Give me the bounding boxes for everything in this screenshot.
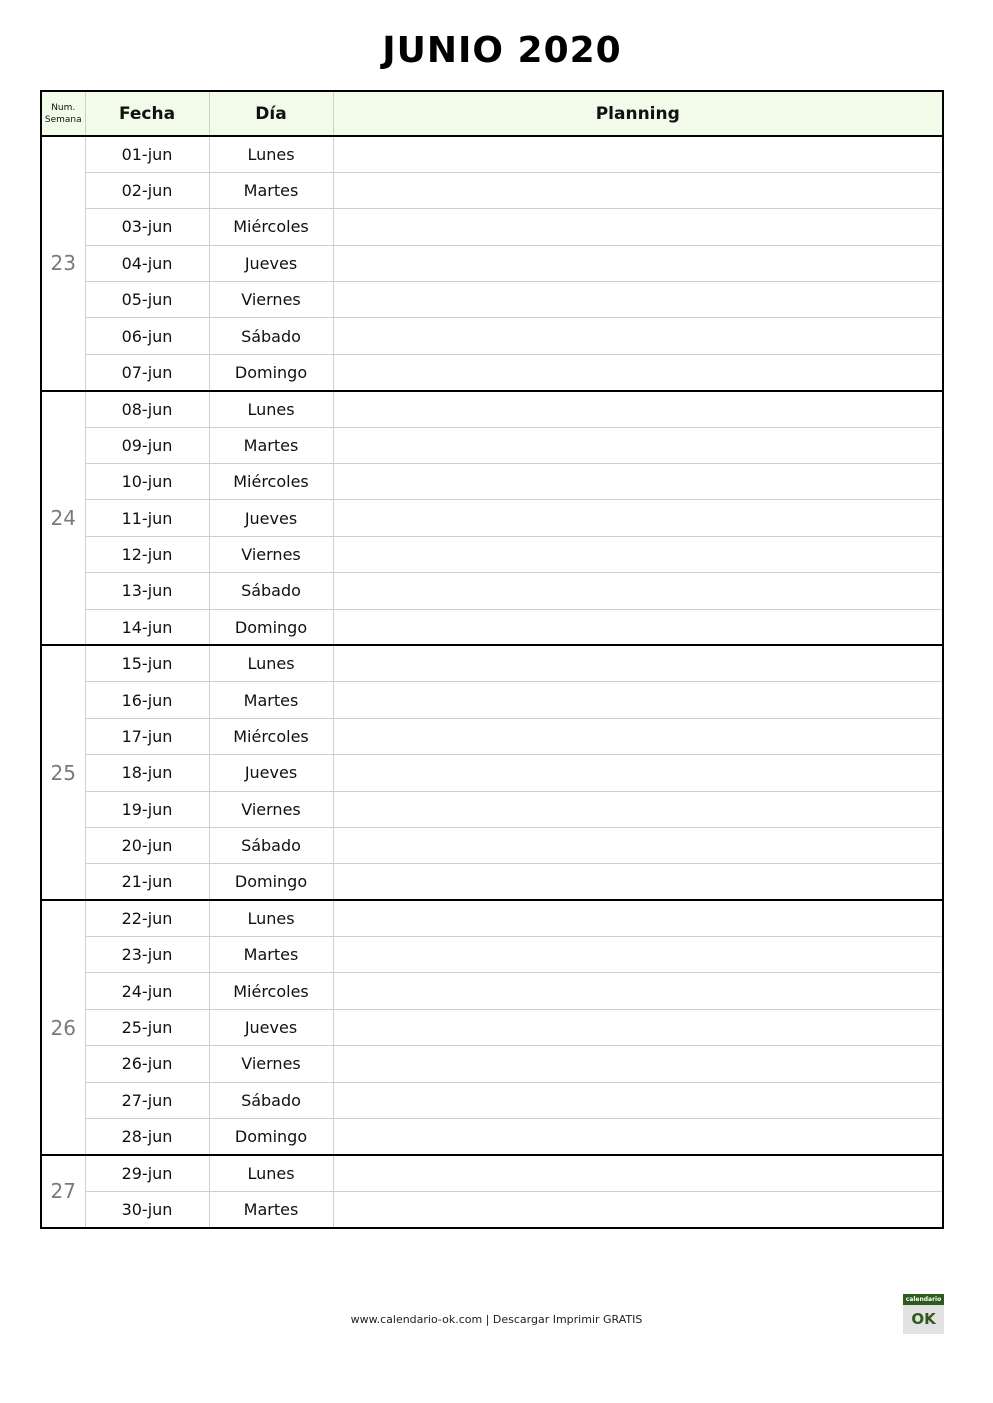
- planning-cell[interactable]: [333, 645, 943, 681]
- date-cell: 02-jun: [85, 172, 209, 208]
- day-cell: Lunes: [209, 391, 333, 427]
- date-cell: 15-jun: [85, 645, 209, 681]
- day-cell: Lunes: [209, 900, 333, 936]
- date-cell: 21-jun: [85, 864, 209, 900]
- planning-cell[interactable]: [333, 718, 943, 754]
- date-cell: 20-jun: [85, 827, 209, 863]
- planning-cell[interactable]: [333, 682, 943, 718]
- week-number: 24: [41, 391, 85, 646]
- day-row: [41, 464, 943, 500]
- day-cell: Viernes: [209, 536, 333, 572]
- day-cell: Sábado: [209, 827, 333, 863]
- date-header: Fecha: [85, 91, 209, 136]
- planning-cell[interactable]: [333, 136, 943, 172]
- planning-cell[interactable]: [333, 245, 943, 281]
- day-cell: Sábado: [209, 1082, 333, 1118]
- day-header: Día: [209, 91, 333, 136]
- day-cell: Domingo: [209, 1119, 333, 1155]
- date-cell: 07-jun: [85, 354, 209, 390]
- day-row: [41, 500, 943, 536]
- date-cell: 04-jun: [85, 245, 209, 281]
- day-cell: Lunes: [209, 1155, 333, 1191]
- date-cell: 01-jun: [85, 136, 209, 172]
- date-cell: 30-jun: [85, 1191, 209, 1227]
- planning-cell[interactable]: [333, 464, 943, 500]
- day-cell: Sábado: [209, 318, 333, 354]
- day-row: [41, 318, 943, 354]
- planning-cell[interactable]: [333, 500, 943, 536]
- planner-table: [40, 90, 944, 1229]
- day-row: [41, 937, 943, 973]
- planning-cell[interactable]: [333, 536, 943, 572]
- footer-text: www.calendario-ok.com | Descargar Imprimir GRATIS: [350, 1313, 643, 1326]
- planning-cell[interactable]: [333, 827, 943, 863]
- day-row: [41, 209, 943, 245]
- planning-cell[interactable]: [333, 1191, 943, 1227]
- planning-cell[interactable]: [333, 1082, 943, 1118]
- day-row: [41, 172, 943, 208]
- date-cell: 05-jun: [85, 282, 209, 318]
- planning-cell[interactable]: [333, 1046, 943, 1082]
- planning-cell[interactable]: [333, 318, 943, 354]
- week-number: 26: [41, 900, 85, 1155]
- planning-cell[interactable]: [333, 864, 943, 900]
- planning-cell[interactable]: [333, 209, 943, 245]
- date-cell: 14-jun: [85, 609, 209, 645]
- day-cell: Martes: [209, 172, 333, 208]
- planning-cell[interactable]: [333, 937, 943, 973]
- day-cell: Martes: [209, 682, 333, 718]
- day-row: [41, 609, 943, 645]
- planning-cell[interactable]: [333, 427, 943, 463]
- day-cell: Jueves: [209, 500, 333, 536]
- day-row: [41, 573, 943, 609]
- date-cell: 12-jun: [85, 536, 209, 572]
- day-cell: Jueves: [209, 755, 333, 791]
- planning-cell[interactable]: [333, 1155, 943, 1191]
- date-cell: 16-jun: [85, 682, 209, 718]
- day-row: [41, 245, 943, 281]
- header-row: [41, 91, 943, 136]
- planning-cell[interactable]: [333, 1009, 943, 1045]
- planning-cell[interactable]: [333, 573, 943, 609]
- day-row: [41, 791, 943, 827]
- week-number: 27: [41, 1155, 85, 1228]
- week-header-line2: Semana: [44, 114, 82, 125]
- day-row: [41, 755, 943, 791]
- planning-cell[interactable]: [333, 609, 943, 645]
- day-row: [41, 645, 943, 681]
- day-cell: Viernes: [209, 1046, 333, 1082]
- logo-top-text: calendario: [903, 1294, 944, 1305]
- week-number-header: [41, 91, 85, 136]
- date-cell: 19-jun: [85, 791, 209, 827]
- day-row: [41, 682, 943, 718]
- date-cell: 25-jun: [85, 1009, 209, 1045]
- day-cell: Martes: [209, 937, 333, 973]
- day-cell: Domingo: [209, 354, 333, 390]
- day-cell: Miércoles: [209, 718, 333, 754]
- day-row: [41, 427, 943, 463]
- day-row: [41, 864, 943, 900]
- date-cell: 27-jun: [85, 1082, 209, 1118]
- planning-cell[interactable]: [333, 900, 943, 936]
- planner-body: [41, 136, 943, 1228]
- planning-cell[interactable]: [333, 1119, 943, 1155]
- day-row: [41, 282, 943, 318]
- day-row: [41, 1009, 943, 1045]
- date-cell: 29-jun: [85, 1155, 209, 1191]
- planning-cell[interactable]: [333, 391, 943, 427]
- date-cell: 09-jun: [85, 427, 209, 463]
- date-cell: 06-jun: [85, 318, 209, 354]
- day-cell: Domingo: [209, 609, 333, 645]
- day-row: [41, 900, 943, 936]
- day-cell: Lunes: [209, 645, 333, 681]
- logo-bottom-text: OK: [903, 1305, 944, 1334]
- day-cell: Viernes: [209, 791, 333, 827]
- day-row: [41, 1119, 943, 1155]
- day-cell: Sábado: [209, 573, 333, 609]
- date-cell: 11-jun: [85, 500, 209, 536]
- day-row: [41, 973, 943, 1009]
- day-cell: Miércoles: [209, 464, 333, 500]
- date-cell: 26-jun: [85, 1046, 209, 1082]
- day-row: [41, 354, 943, 390]
- planning-cell[interactable]: [333, 791, 943, 827]
- date-cell: 03-jun: [85, 209, 209, 245]
- planning-header: Planning: [333, 91, 943, 136]
- planning-cell[interactable]: [333, 354, 943, 390]
- day-row: [41, 827, 943, 863]
- date-cell: 18-jun: [85, 755, 209, 791]
- day-cell: Martes: [209, 427, 333, 463]
- day-row: [41, 1082, 943, 1118]
- day-cell: Viernes: [209, 282, 333, 318]
- week-number: 25: [41, 645, 85, 900]
- page-title: JUNIO 2020: [382, 30, 622, 71]
- date-cell: 17-jun: [85, 718, 209, 754]
- day-row: [41, 1155, 943, 1191]
- calendario-ok-logo: [903, 1294, 944, 1334]
- planning-cell[interactable]: [333, 755, 943, 791]
- date-cell: 13-jun: [85, 573, 209, 609]
- day-cell: Jueves: [209, 245, 333, 281]
- planning-cell[interactable]: [333, 172, 943, 208]
- date-cell: 24-jun: [85, 973, 209, 1009]
- date-cell: 23-jun: [85, 937, 209, 973]
- day-row: [41, 536, 943, 572]
- day-cell: Miércoles: [209, 973, 333, 1009]
- date-cell: 10-jun: [85, 464, 209, 500]
- day-row: [41, 136, 943, 172]
- day-cell: Miércoles: [209, 209, 333, 245]
- date-cell: 08-jun: [85, 391, 209, 427]
- day-cell: Martes: [209, 1191, 333, 1227]
- day-row: [41, 391, 943, 427]
- date-cell: 22-jun: [85, 900, 209, 936]
- day-row: [41, 1046, 943, 1082]
- day-cell: Lunes: [209, 136, 333, 172]
- day-cell: Domingo: [209, 864, 333, 900]
- week-header-line1: Num.: [51, 102, 76, 113]
- planning-cell[interactable]: [333, 282, 943, 318]
- day-row: [41, 1191, 943, 1227]
- date-cell: 28-jun: [85, 1119, 209, 1155]
- planning-cell[interactable]: [333, 973, 943, 1009]
- week-number: 23: [41, 136, 85, 391]
- day-cell: Jueves: [209, 1009, 333, 1045]
- day-row: [41, 718, 943, 754]
